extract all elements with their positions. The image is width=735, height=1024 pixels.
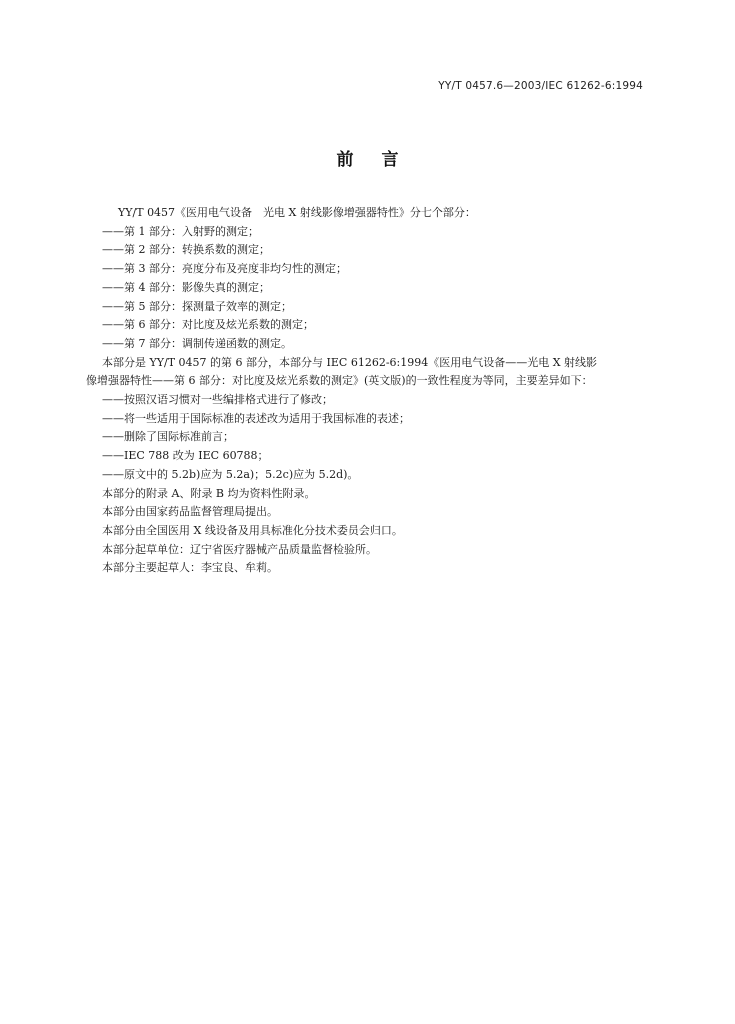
list-item: ——第 3 部分：亮度分布及亮度非均匀性的测定； bbox=[102, 262, 347, 276]
list-item: ——按照汉语习惯对一些编排格式进行了修改； bbox=[102, 393, 333, 407]
equivalence-paragraph-line2: 像增强器特性——第 6 部分：对比度及炫光系数的测定》(英文版)的一致性程度为等同，主要差异如下： bbox=[86, 374, 593, 388]
list-item: ——IEC 788 改为 IEC 60788； bbox=[102, 449, 269, 463]
list-item: ——第 7 部分：调制传递函数的测定。 bbox=[102, 336, 292, 350]
list-item: ——第 6 部分：对比度及炫光系数的测定； bbox=[102, 318, 314, 332]
page-title: 前言 bbox=[336, 150, 427, 170]
closing-paragraph: 本部分起草单位：辽宁省医疗器械产品质量监督检验所。 bbox=[102, 542, 377, 556]
equivalence-paragraph-line1: 本部分是 YY/T 0457 的第 6 部分，本部分与 IEC 61262-6:1994《医用电气设备——光电 X 射线影 bbox=[102, 355, 598, 369]
list-item: ——删除了国际标准前言； bbox=[102, 430, 234, 444]
closing-paragraph: 本部分的附录 A、附录 B 均为资料性附录。 bbox=[102, 486, 316, 500]
list-item: ——第 5 部分：探测量子效率的测定； bbox=[102, 299, 292, 313]
list-item: ——原文中的 5.2b)应为 5.2a)；5.2c)应为 5.2d)。 bbox=[102, 467, 359, 481]
list-item: ——第 4 部分：影像失真的测定； bbox=[102, 280, 270, 294]
closing-paragraph: 本部分主要起草人：李宝良、牟莉。 bbox=[102, 561, 278, 575]
closing-paragraph: 本部分由全国医用 X 线设备及用具标准化分技术委员会归口。 bbox=[102, 523, 403, 537]
intro-paragraph: YY/T 0457《医用电气设备 光电 X 射线影像增强器特性》分七个部分： bbox=[118, 206, 476, 219]
list-item: ——第 2 部分：转换系数的测定； bbox=[102, 243, 270, 257]
document-body bbox=[86, 204, 662, 578]
list-item: ——第 1 部分：入射野的测定； bbox=[102, 224, 259, 238]
closing-paragraph: 本部分由国家药品监督管理局提出。 bbox=[102, 505, 278, 519]
standard-code: YY/T 0457.6—2003/IEC 61262-6:1994 bbox=[438, 80, 643, 92]
list-item: ——将一些适用于国际标准的表述改为适用于我国标准的表述； bbox=[102, 411, 410, 425]
